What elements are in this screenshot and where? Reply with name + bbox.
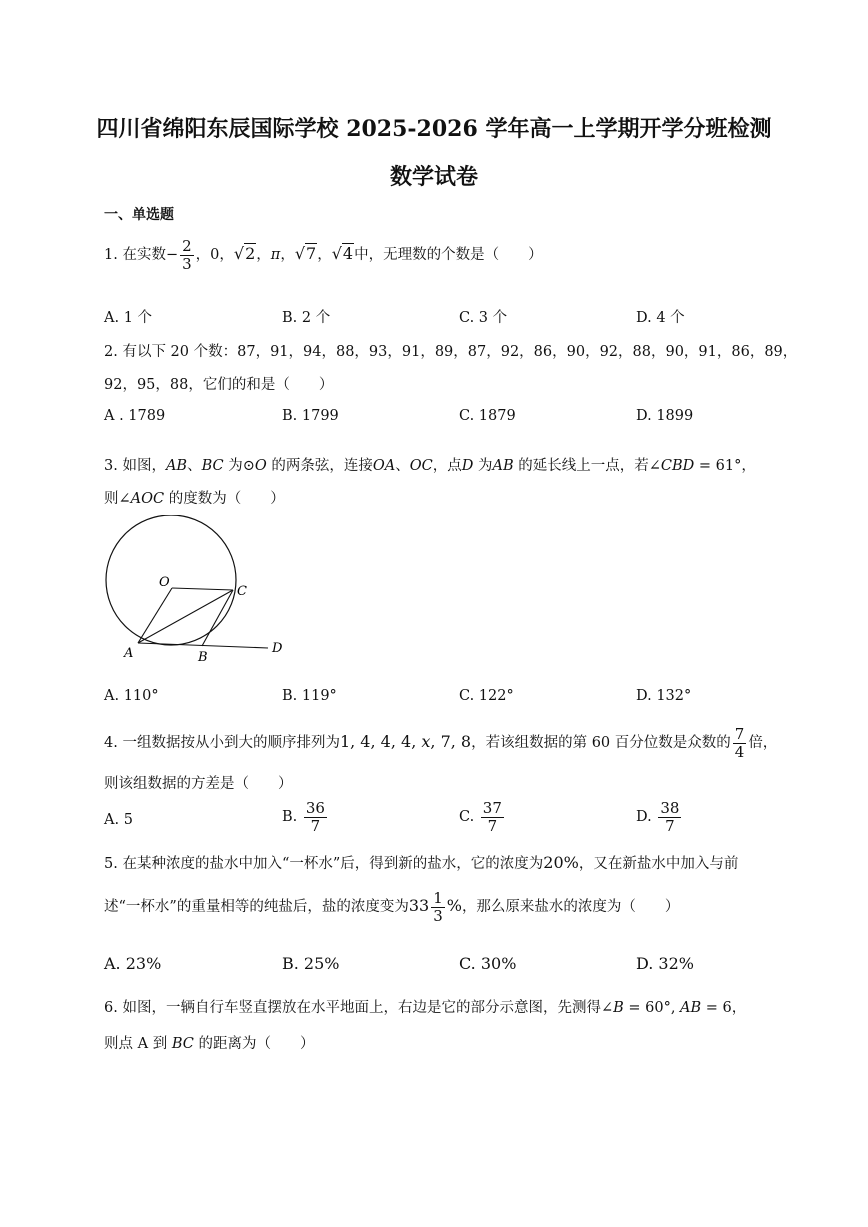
q3-option-d[interactable]: D. 132° <box>636 688 692 704</box>
question-3-line1 <box>104 454 756 475</box>
label-b: B <box>198 650 208 665</box>
q3-option-a[interactable]: A. 110° <box>104 688 159 704</box>
q4-option-d-den: 7 <box>665 816 675 835</box>
q5-pct: 20% <box>543 853 579 872</box>
q3-circle-figure <box>96 515 296 665</box>
q5-pct-sign: % <box>446 896 462 915</box>
q5-option-b[interactable]: B. 25% <box>282 954 340 973</box>
q3-text-a: 3. 如图， <box>104 458 166 474</box>
q3-oa: OA <box>372 458 396 474</box>
q3-text-g: = 61°， <box>694 458 756 474</box>
question-4-line2: 则该组数据的方差是（ ） <box>104 776 293 792</box>
q1-option-a[interactable]: A. 1 个 <box>104 310 153 326</box>
question-3-line2 <box>104 487 285 508</box>
q6-text-b: = 60°, <box>623 1000 681 1016</box>
q6-text-a: 6. 如图，一辆自行车竖直摆放在水平地面上，右边是它的部分示意图，先测得∠ <box>104 1000 614 1016</box>
q3-cbd: CBD <box>660 458 695 474</box>
q1-sqrt4: √4 <box>331 244 354 263</box>
q1-sqrt4-radicand: 4 <box>342 244 354 263</box>
q1-sep2: ， <box>256 247 271 263</box>
q2-option-d[interactable]: D. 1899 <box>636 408 694 424</box>
q1-frac-den: 3 <box>182 254 192 273</box>
q1-suffix: 中，无理数的个数是（ ） <box>354 247 543 263</box>
q1-minus: − <box>165 247 179 263</box>
segment-oa <box>138 588 172 643</box>
q4-option-b-den: 7 <box>310 816 321 835</box>
q1-sep3: ， <box>280 247 295 263</box>
q4-text-b: ，若该组数据的第 60 百分位数是众数的 <box>471 735 731 751</box>
q1-option-c[interactable]: C. 3 个 <box>459 310 508 326</box>
q3-sep2: 、 <box>395 458 410 474</box>
q5-frac-den: 3 <box>433 906 443 925</box>
q4-option-b-fraction <box>304 800 327 834</box>
exam-title: 四川省绵阳东辰国际学校 2025-2026 学年高一上学期开学分班检测 <box>96 116 772 142</box>
q1-pi: π <box>270 247 281 263</box>
q5-whole: 33 <box>408 896 430 915</box>
q6-bc: BC <box>171 1036 194 1052</box>
q2-option-b[interactable]: B. 1799 <box>282 408 339 424</box>
q4-option-c-fraction <box>481 800 504 834</box>
q4-frac-den: 4 <box>734 742 745 761</box>
q4-option-c-num: 37 <box>482 799 502 817</box>
question-1 <box>104 238 543 272</box>
question-6-line1 <box>104 996 746 1017</box>
q4-option-c[interactable] <box>459 800 506 834</box>
q6-text-d: 则点 A 到 <box>104 1036 172 1052</box>
q6-ab: AB <box>680 1000 702 1016</box>
q5-option-a[interactable]: A. 23% <box>104 954 162 973</box>
q4-option-c-den: 7 <box>487 816 498 835</box>
q4-option-d-num: 38 <box>660 799 680 817</box>
q1-option-d[interactable]: D. 4 个 <box>636 310 685 326</box>
q1-sqrt7: √7 <box>294 244 317 263</box>
q3-option-b[interactable]: B. 119° <box>282 688 337 704</box>
q4-data: 1, 4, 4, 4, <box>339 732 422 751</box>
q3-text-b: 为⊙ <box>223 458 255 474</box>
q3-text-i: 的度数为（ ） <box>164 491 285 507</box>
circle-shape <box>106 515 236 645</box>
q1-sqrt7-radicand: 7 <box>306 244 317 263</box>
question-2-line2: 92，95，88，它们的和是（ ） <box>104 377 334 393</box>
question-5-line1 <box>104 852 738 873</box>
label-d: D <box>272 641 283 656</box>
q4-text-a: 4. 一组数据按从小到大的顺序排列为 <box>104 735 340 751</box>
q3-aoc: AOC <box>130 491 165 507</box>
question-4-line1 <box>104 726 777 760</box>
q5-fraction <box>431 890 445 924</box>
q3-text-h: 则∠ <box>104 491 131 507</box>
q1-sep1: ，0， <box>195 247 234 263</box>
q4-x: x <box>421 732 431 751</box>
q4-option-d-fraction <box>658 800 681 834</box>
label-a: A <box>124 646 134 661</box>
q4-fraction <box>733 726 747 760</box>
q1-frac-num: 2 <box>182 237 192 255</box>
q3-o: O <box>254 458 267 474</box>
q5-option-d[interactable]: D. 32% <box>636 954 694 973</box>
q6-text-c: = 6， <box>701 1000 747 1016</box>
q4-option-c-label: C. <box>459 809 475 825</box>
q4-option-b-label: B. <box>282 809 298 825</box>
label-c: C <box>237 584 247 599</box>
q3-option-c[interactable]: C. 122° <box>459 688 514 704</box>
q3-sep: 、 <box>187 458 202 474</box>
q4-frac-num: 7 <box>734 725 745 743</box>
q3-d: D <box>461 458 474 474</box>
q2-option-c[interactable]: C. 1879 <box>459 408 516 424</box>
question-6-line2 <box>104 1032 314 1053</box>
q6-text-e: 的距离为（ ） <box>193 1036 315 1052</box>
q4-option-a[interactable]: A. 5 <box>104 812 133 828</box>
q5-text-c: 述“一杯水”的重量相等的纯盐后，盐的浓度变为 <box>104 899 409 915</box>
q3-text-d: ，点 <box>432 458 462 474</box>
q5-frac-num: 1 <box>433 889 443 907</box>
section-heading: 一、单选题 <box>104 207 174 223</box>
exam-subtitle: 数学试卷 <box>389 164 478 190</box>
q5-text-b: ，又在新盐水中加入与前 <box>578 856 739 872</box>
q4-data2: , 7, 8 <box>430 732 472 751</box>
q1-sep4: ， <box>317 247 332 263</box>
q6-b: B <box>613 1000 624 1016</box>
q1-option-b[interactable]: B. 2 个 <box>282 310 331 326</box>
question-2-line1: 2. 有以下 20 个数：87，91，94，88，93，91，89，87，92，86，90，92，88，90，91，86，89， <box>104 344 798 360</box>
q3-text-c: 的两条弦，连接 <box>266 458 373 474</box>
q5-text-d: ，那么原来盐水的浓度为（ ） <box>461 899 680 915</box>
q3-ab2: AB <box>492 458 514 474</box>
q1-sqrt2-radicand: 2 <box>245 244 256 263</box>
q3-text-e: 为 <box>473 458 493 474</box>
q4-option-d-label: D. <box>636 809 652 825</box>
q3-ab: AB <box>165 458 188 474</box>
q4-text-c: 倍， <box>748 735 778 751</box>
q2-option-a[interactable]: A . 1789 <box>104 408 166 424</box>
label-o: O <box>159 575 170 590</box>
q1-prefix: 1. 在实数 <box>104 247 166 263</box>
q5-option-c[interactable]: C. 30% <box>459 954 517 973</box>
q4-option-b[interactable] <box>282 800 329 834</box>
q3-bc: BC <box>201 458 224 474</box>
q1-fraction <box>180 238 194 272</box>
q4-option-b-num: 36 <box>305 799 325 817</box>
q1-sqrt2: √2 <box>233 244 256 263</box>
q4-option-d[interactable] <box>636 800 683 834</box>
q3-oc: OC <box>409 458 433 474</box>
question-5-line2 <box>104 890 679 924</box>
segment-oc <box>172 588 233 590</box>
q5-text-a: 5. 在某种浓度的盐水中加入“一杯水”后，得到新的盐水，它的浓度为 <box>104 856 544 872</box>
q3-text-f: 的延长线上一点，若∠ <box>513 458 661 474</box>
